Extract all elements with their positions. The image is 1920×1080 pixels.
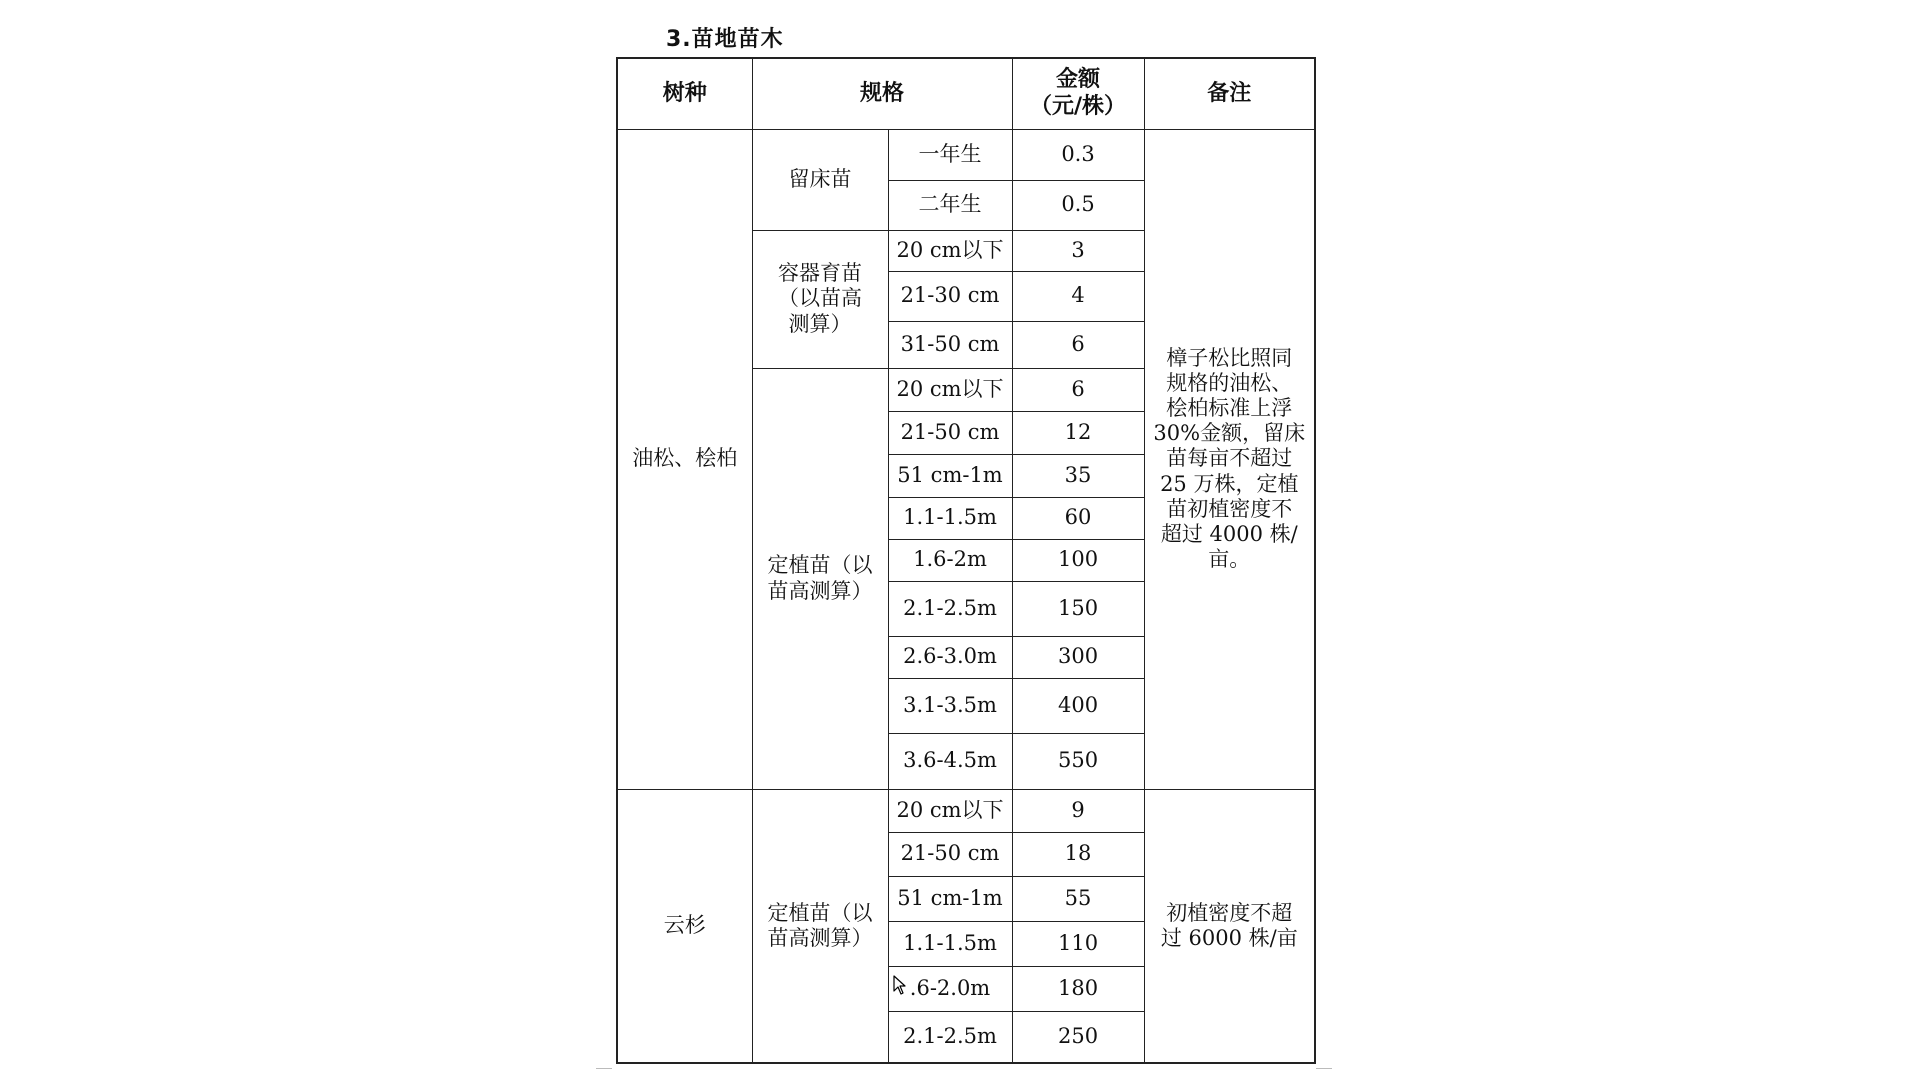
spec-cell: 1.1-1.5m	[888, 921, 1012, 966]
amount-cell: 3	[1012, 230, 1144, 271]
page-corner-mark-left	[596, 1068, 612, 1079]
amount-cell: 18	[1012, 832, 1144, 876]
amount-cell: 150	[1012, 581, 1144, 636]
spec-cell: 2.1-2.5m	[888, 1011, 1012, 1063]
spec-cell: 21-50 cm	[888, 832, 1012, 876]
amount-cell: 60	[1012, 497, 1144, 539]
spec-cell: 1.6-2m	[888, 539, 1012, 581]
spec-cell: 20 cm以下	[888, 789, 1012, 832]
remark-line: 苗初植密度不	[1166, 496, 1293, 521]
spec-cell: 二年生	[888, 180, 1012, 230]
group-line: 苗高测算）	[767, 578, 873, 603]
amount-cell: 12	[1012, 411, 1144, 454]
section-title: 3.苗地苗木	[666, 27, 784, 52]
header-row	[617, 58, 1315, 129]
amount-cell: 0.3	[1012, 129, 1144, 180]
remark-line: 超过 4000 株/	[1160, 521, 1298, 546]
group-line: （以苗高	[778, 286, 862, 311]
amount-cell: 180	[1012, 966, 1144, 1011]
remark-cell-spruce	[1144, 789, 1315, 1063]
remark-cell-pine	[1144, 129, 1315, 789]
species-cell-spruce: 云杉	[617, 789, 752, 1063]
amount-cell: 100	[1012, 539, 1144, 581]
amount-cell: 300	[1012, 636, 1144, 678]
remark-line: 亩。	[1208, 547, 1251, 572]
amount-cell: 550	[1012, 733, 1144, 789]
spec-cell: 31-50 cm	[888, 321, 1012, 368]
amount-cell: 6	[1012, 368, 1144, 411]
group-cell-nursery-bed: 留床苗	[752, 129, 888, 230]
remark-line: 25 万株，定植	[1160, 471, 1299, 496]
group-cell-planting-pine	[752, 368, 888, 789]
spec-cell: 1.1-1.5m	[888, 497, 1012, 539]
group-line: 定植苗（以	[767, 900, 873, 925]
group-line: 定植苗（以	[767, 553, 873, 578]
spec-cell: 21-30 cm	[888, 271, 1012, 321]
amount-cell: 9	[1012, 789, 1144, 832]
price-table	[616, 57, 1316, 1064]
amount-cell: 250	[1012, 1011, 1144, 1063]
remark-line: 苗每亩不超过	[1166, 446, 1293, 471]
spec-cell: 51 cm-1m	[888, 454, 1012, 497]
header-amount-line2: （元/株）	[1029, 93, 1127, 119]
spec-cell: 2.1-2.5m	[888, 581, 1012, 636]
spec-cell: 3.6-4.5m	[888, 733, 1012, 789]
remark-line: 30%金额，留床	[1153, 421, 1306, 446]
mouse-cursor-icon	[893, 975, 907, 995]
header-spec: 规格	[752, 58, 1012, 129]
table-row	[617, 789, 1315, 832]
amount-cell: 400	[1012, 678, 1144, 733]
group-line: 苗高测算）	[767, 925, 873, 950]
group-line: 测算）	[788, 311, 852, 336]
group-cell-planting-spruce	[752, 789, 888, 1063]
remark-line: 樟子松比照同	[1166, 345, 1293, 370]
spec-cell: 21-50 cm	[888, 411, 1012, 454]
header-amount-line1: 金额	[1056, 67, 1101, 93]
spec-cell: 20 cm以下	[888, 368, 1012, 411]
header-amount	[1012, 58, 1144, 129]
remark-line: 过 6000 株/亩	[1160, 925, 1298, 950]
header-remark: 备注	[1144, 58, 1315, 129]
header-species: 树种	[617, 58, 752, 129]
remark-line: 桧柏标准上浮	[1166, 396, 1293, 421]
spec-cell: 20 cm以下	[888, 230, 1012, 271]
spec-cell: 一年生	[888, 129, 1012, 180]
amount-cell: 35	[1012, 454, 1144, 497]
group-line: 容器育苗	[778, 261, 862, 286]
amount-cell: 0.5	[1012, 180, 1144, 230]
remark-line: 初植密度不超	[1166, 900, 1293, 925]
spec-cell: 3.1-3.5m	[888, 678, 1012, 733]
spec-cell: 2.6-3.0m	[888, 636, 1012, 678]
amount-cell: 6	[1012, 321, 1144, 368]
group-cell-container	[752, 230, 888, 368]
table-row	[617, 129, 1315, 180]
spec-cell: 51 cm-1m	[888, 876, 1012, 921]
amount-cell: 55	[1012, 876, 1144, 921]
species-cell-pine: 油松、桧柏	[617, 129, 752, 789]
amount-cell: 110	[1012, 921, 1144, 966]
spec-cell: .6-2.0m	[888, 966, 1012, 1011]
remark-line: 规格的油松、	[1166, 370, 1293, 395]
amount-cell: 4	[1012, 271, 1144, 321]
page-corner-mark-right	[1316, 1068, 1332, 1079]
